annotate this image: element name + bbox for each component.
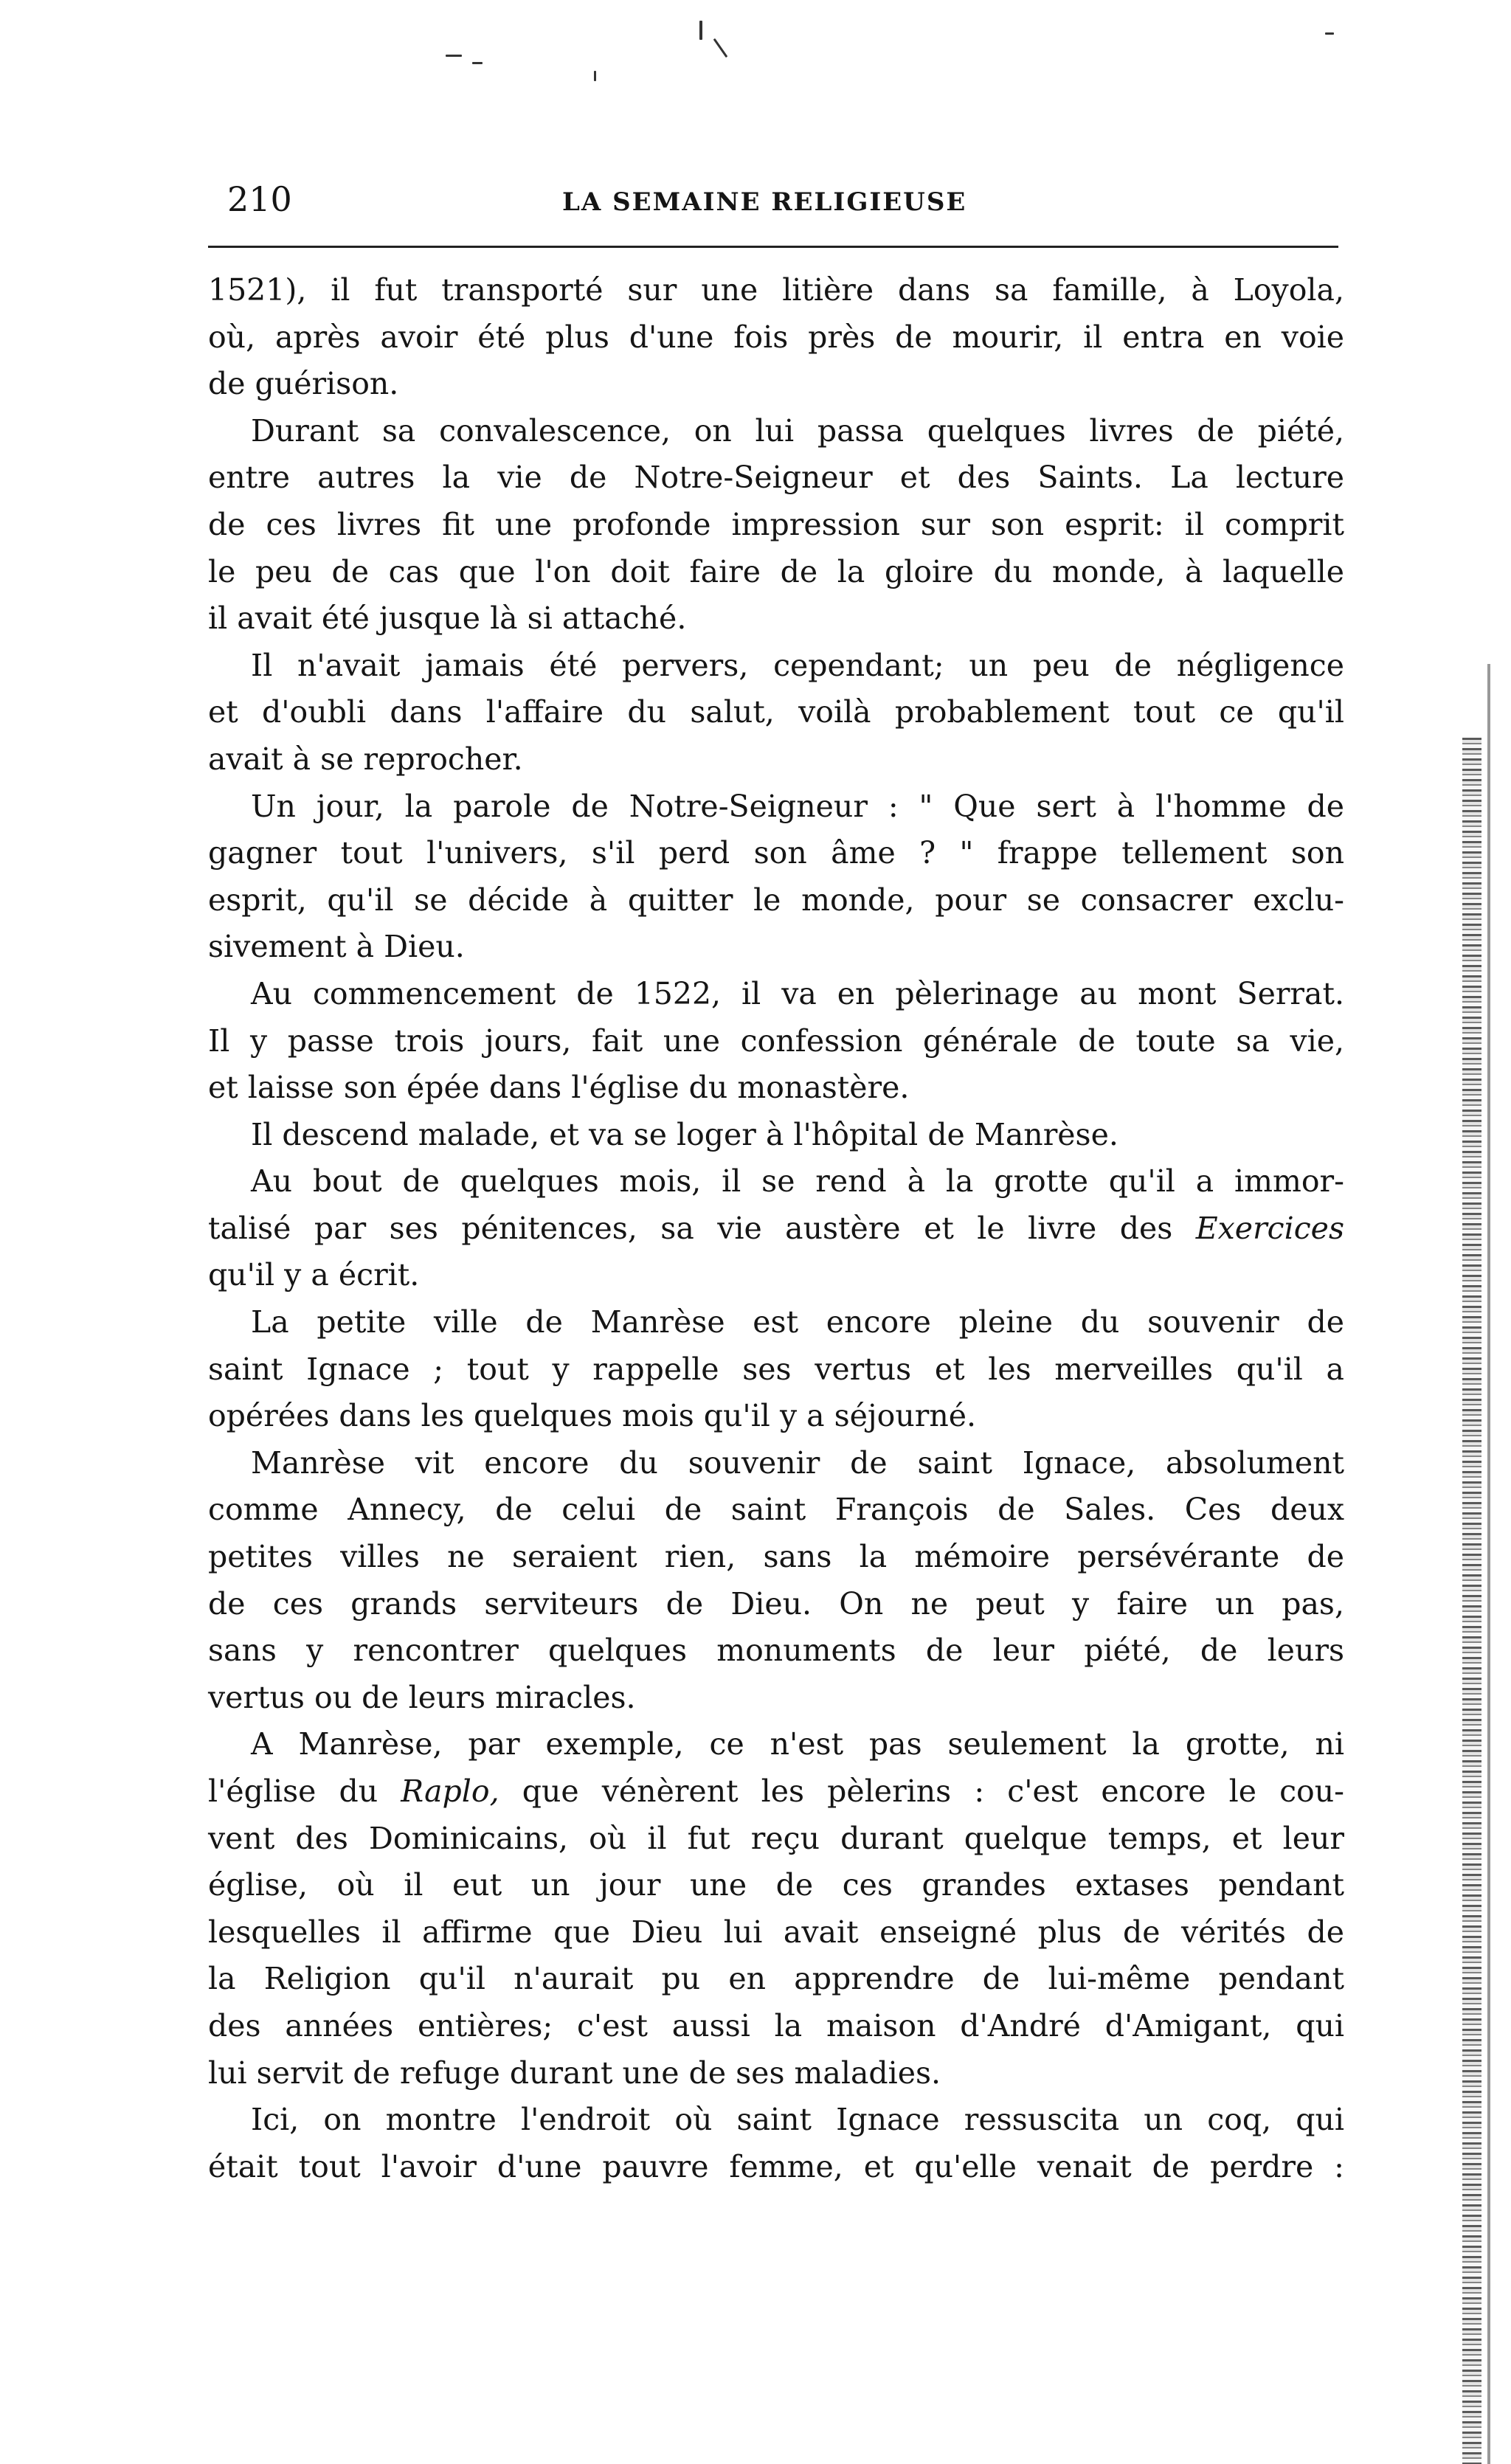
text-line: opérées dans les quelques mois qu'il y a séjourné. xyxy=(208,1398,977,1434)
text-line: le peu de cas que l'on doit faire de la gloire du monde, à laquelle xyxy=(208,553,1344,589)
text-line: Au commencement de 1522, il va en pèlerinage au mont Serrat. xyxy=(251,975,1344,1011)
text-line: avait à se reprocher. xyxy=(208,741,523,777)
body-text xyxy=(208,267,1344,2190)
text-line: église, où il eut un jour une de ces grandes extases pendant xyxy=(208,1867,1344,1903)
text-run: l'église du xyxy=(208,1773,401,1809)
page-number: 210 xyxy=(227,179,292,219)
page-header xyxy=(208,176,1344,227)
text-line: Un jour, la parole de Notre-Seigneur : " Que sert à l'homme de xyxy=(251,788,1344,824)
text-line: Durant sa convalescence, on lui passa quelques livres de piété, xyxy=(251,412,1344,449)
text-line: lui servit de refuge durant une de ses maladies. xyxy=(208,2055,941,2091)
text-line: Il y passe trois jours, fait une confession générale de toute sa vie, xyxy=(208,1022,1344,1059)
text-line: lesquelles il affirme que Dieu lui avait enseigné plus de vérités de xyxy=(208,1914,1344,1950)
text-line: petites villes ne seraient rien, sans la mémoire persévérante de xyxy=(208,1539,1344,1575)
text-line: où, après avoir été plus d'une fois près de mourir, il entra en voie xyxy=(208,319,1344,355)
text-line: Au bout de quelques mois, il se rend à la grotte qu'il a immor- xyxy=(251,1163,1344,1200)
scan-speck xyxy=(1325,32,1334,35)
text-line: A Manrèse, par exemple, ce n'est pas seulement la grotte, ni xyxy=(251,1726,1344,1762)
text-line: saint Ignace ; tout y rappelle ses vertus et les merveilles qu'il a xyxy=(208,1351,1344,1387)
text-line: des années entières; c'est aussi la maison d'André d'Amigant, qui xyxy=(208,2007,1344,2043)
text-line: de ces livres fit une profonde impression sur son esprit: il comprit xyxy=(208,506,1344,542)
text-line: et d'oubli dans l'affaire du salut, voilà probablement tout ce qu'il xyxy=(208,694,1344,730)
text-line: sans y rencontrer quelques monuments de leur piété, de leurs xyxy=(208,1633,1344,1669)
text-line: Il n'avait jamais été pervers, cependant; un peu de négligence xyxy=(251,647,1344,683)
text-line: vertus ou de leurs miracles. xyxy=(208,1679,636,1715)
text-line: Ici, on montre l'endroit où saint Ignace ressuscita un coq, qui xyxy=(251,2102,1344,2138)
scan-speck xyxy=(446,55,462,57)
scan-speck xyxy=(594,71,596,81)
text-line: entre autres la vie de Notre-Seigneur et des Saints. La lecture xyxy=(208,460,1344,496)
running-title: LA SEMAINE RELIGIEUSE xyxy=(562,187,967,217)
text-line: était tout l'avoir d'une pauvre femme, et qu'elle venait de perdre : xyxy=(208,2148,1344,2184)
text-line: sivement à Dieu. xyxy=(208,929,465,965)
scan-edge-line xyxy=(1487,664,1490,2464)
scan-speck xyxy=(699,21,702,40)
text-line: Il descend malade, et va se loger à l'hôpital de Manrèse. xyxy=(251,1116,1118,1152)
scan-speck xyxy=(472,62,483,64)
text-run: talisé par ses pénitences, sa vie austère et le livre des xyxy=(208,1210,1196,1246)
text-line: esprit, qu'il se décide à quitter le monde, pour se consacrer exclu- xyxy=(208,882,1344,918)
scan-edge-artifact xyxy=(1462,738,1481,2464)
text-line: Manrèse vit encore du souvenir de saint Ignace, absolument xyxy=(251,1444,1344,1481)
header-rule xyxy=(208,246,1338,248)
text-line: de guérison. xyxy=(208,366,399,402)
text-line xyxy=(208,1768,1344,1816)
text-line: vent des Dominicains, où il fut reçu durant quelque temps, et leur xyxy=(208,1820,1344,1856)
text-run: que vénèrent les pèlerins : c'est encore le cou- xyxy=(499,1773,1344,1809)
text-line: de ces grands serviteurs de Dieu. On ne peut y faire un pas, xyxy=(208,1585,1344,1622)
italic-run: Exercices xyxy=(1195,1210,1344,1246)
text-line: la Religion qu'il n'aurait pu en apprendre de lui-même pendant xyxy=(208,1961,1344,1997)
text-line: 1521), il fut transporté sur une litière dans sa famille, à Loyola, xyxy=(208,272,1344,308)
italic-run: Raplo, xyxy=(401,1773,499,1809)
scan-speck xyxy=(713,38,728,58)
text-line: La petite ville de Manrèse est encore pleine du souvenir de xyxy=(251,1304,1344,1340)
text-line: comme Annecy, de celui de saint François de Sales. Ces deux xyxy=(208,1492,1344,1528)
text-line xyxy=(208,1205,1344,1253)
text-line: qu'il y a écrit. xyxy=(208,1257,420,1293)
text-line: gagner tout l'univers, s'il perd son âme ? " frappe tellement son xyxy=(208,835,1344,871)
text-line: et laisse son épée dans l'église du monastère. xyxy=(208,1070,910,1106)
text-line: il avait été jusque là si attaché. xyxy=(208,601,687,637)
